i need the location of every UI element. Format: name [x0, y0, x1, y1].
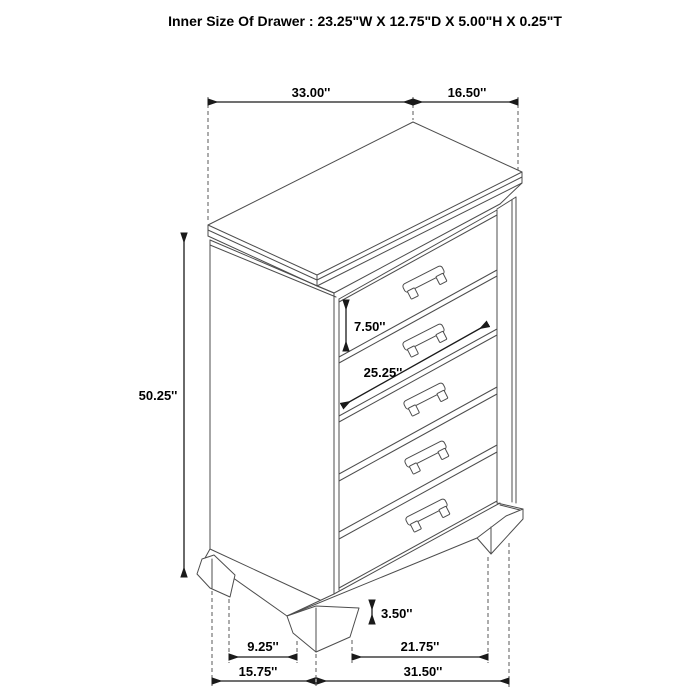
dim-drawer-front-height-label: 7.50''	[354, 319, 386, 334]
dim-base-width	[317, 664, 509, 681]
dim-overall-height	[139, 233, 184, 577]
dim-base-width-label: 31.50''	[403, 664, 443, 679]
dim-foot-gap-label: 9.25''	[247, 639, 279, 654]
dim-overall-height-label: 50.25''	[138, 388, 178, 403]
front-foot	[287, 606, 359, 652]
dim-base-depth-label: 15.75''	[238, 664, 278, 679]
dim-top-depth	[413, 85, 518, 102]
dim-top-depth-label: 16.50''	[447, 85, 487, 100]
dim-top-width-label: 33.00''	[291, 85, 331, 100]
right-foot	[477, 509, 523, 554]
chest-illustration	[197, 122, 523, 652]
dim-foot-gap	[229, 639, 297, 657]
dim-base-width-inner	[352, 639, 488, 657]
side-panel	[205, 240, 320, 616]
dim-foot-height	[372, 600, 412, 624]
dim-top-width	[208, 85, 413, 102]
dim-drawer-diagonal-width-label: 25.25''	[363, 365, 403, 380]
diagram-title: Inner Size Of Drawer : 23.25"W X 12.75"D X 5.00"H X 0.25"T	[168, 13, 562, 29]
dim-base-depth	[212, 664, 315, 681]
left-foot	[197, 555, 235, 597]
dim-foot-height-label: 3.50''	[381, 606, 413, 621]
dim-base-width-inner-label: 21.75''	[400, 639, 440, 654]
